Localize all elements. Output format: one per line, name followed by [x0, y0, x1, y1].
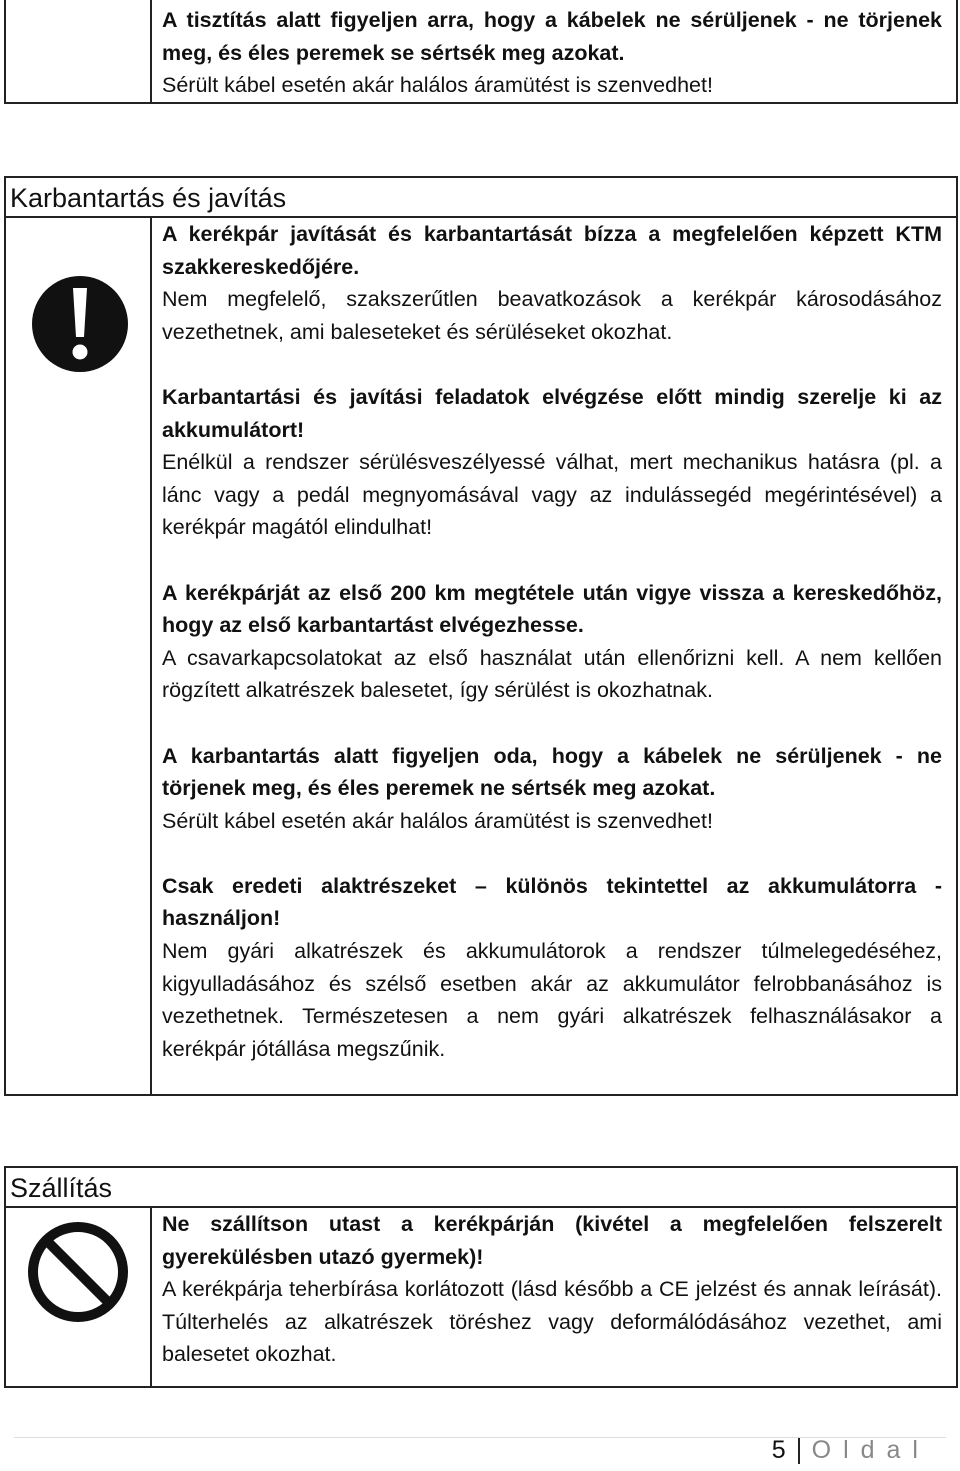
cleaning-warning-box	[4, 0, 958, 104]
exclamation-icon	[30, 274, 130, 374]
page-separator	[798, 1438, 800, 1464]
page-footer	[772, 1436, 930, 1465]
icon-column	[6, 218, 152, 1094]
maintenance-p2-normal: Enélkül a rendszer sérülésveszélyessé válhat, mert mechanikus hatásra (pl. a lánc vagy a pedál megnyomásával vagy az indulássegéd megérintésével) a kerékpár magától elindulhat!	[162, 450, 942, 540]
maintenance-p5-normal: Nem gyári alkatrészek és akkumulátorok a rendszer túlmelegedéséhez, kigyulladásához és szélső esetben akár az akkumulátor felrobbanásához is vezethetnek. Természetesen a nem gyári alkatrészek felhasználásakor a kerékpár jótállása megszűnik.	[162, 939, 942, 1061]
cleaning-warning-bold: A tisztítás alatt figyeljen arra, hogy a kábelek ne sérüljenek - ne törjenek meg, és éles peremek se sértsék meg azokat.	[162, 8, 942, 65]
page-number: 5	[771, 1436, 786, 1464]
transport-content	[162, 1208, 942, 1371]
maintenance-p4-normal: Sérült kábel esetén akár halálos áramütést is szenvedhet!	[162, 808, 713, 833]
maintenance-p5-bold: Csak eredeti alaktrészeket – különös tekintettel az akkumulátorra - használjon!	[162, 873, 942, 931]
icon-column	[6, 0, 152, 102]
maintenance-title: Karbantartás és javítás	[10, 183, 287, 213]
page-word: Oldal	[811, 1436, 930, 1464]
cleaning-warning-text	[162, 4, 942, 102]
prohibition-icon	[26, 1220, 130, 1324]
icon-column	[6, 1208, 152, 1386]
maintenance-p4-bold: A karbantartás alatt figyeljen oda, hogy a kábelek ne sérüljenek - ne törjenek meg, és éles peremek ne sértsék meg azokat.	[162, 743, 942, 801]
maintenance-p3-normal: A csavarkapcsolatokat az első használat után ellenőrizni kell. A nem kellően rögzített alkatrészek balesetet, így sérülést is okozhatnak.	[162, 645, 942, 703]
maintenance-p2-bold: Karbantartási és javítási feladatok elvégzése előtt mindig szerelje ki az akkumulátort!	[162, 384, 942, 442]
transport-p1-bold: Ne szállítson utast a kerékpárján (kivétel a megfelelően felszerelt gyerekülésben utazó gyermek)!	[162, 1212, 942, 1269]
transport-section	[4, 1166, 958, 1388]
transport-title: Szállítás	[10, 1173, 113, 1203]
maintenance-section	[4, 176, 958, 1096]
cleaning-warning-normal: Sérült kábel esetén akár halálos áramütést is szenvedhet!	[162, 73, 713, 98]
maintenance-content	[162, 218, 942, 1065]
maintenance-p1-bold: A kerékpár javítását és karbantartását bízza a megfelelően képzett KTM szakkereskedőjére.	[162, 222, 942, 279]
maintenance-p1-normal: Nem megfelelő, szakszerűtlen beavatkozások a kerékpár károsodásához vezethetnek, ami baleseteket és sérüléseket okozhat.	[162, 287, 942, 344]
maintenance-p3-bold: A kerékpárját az első 200 km megtétele után vigye vissza a kereskedőhöz, hogy az első karbantartást elvégezhesse.	[162, 580, 942, 638]
transport-p1-normal: A kerékpárja teherbírása korlátozott (lásd később a CE jelzést és annak leírását). Túlterhelés az alkatrészek töréshez vagy deformálódásához vezethet, ami balesetet okozhat.	[162, 1277, 942, 1367]
